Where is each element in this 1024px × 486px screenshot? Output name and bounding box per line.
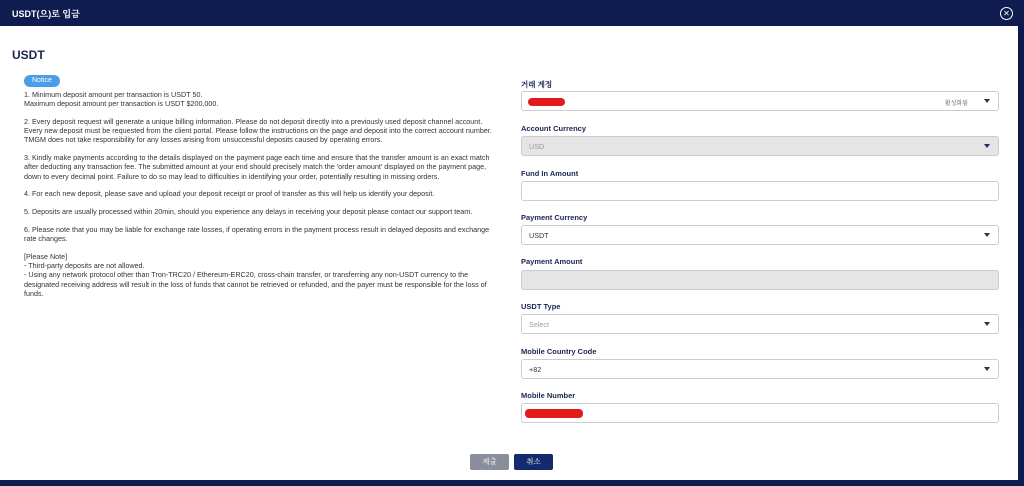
submit-button[interactable]: 제출	[470, 454, 509, 470]
mobile-number-label: Mobile Number	[521, 391, 576, 400]
trading-account-label: 거래 계정	[521, 80, 553, 89]
payment-amount-label: Payment Amount	[521, 257, 583, 266]
modal-titlebar	[0, 0, 1024, 26]
notice-paragraph-6: 6. Please note that you may be liable for exchange rate losses, if operating errors in the payment process result in delayed deposits and exchange rate changes.	[24, 225, 490, 244]
account-status-tag: 활성화됨	[944, 101, 968, 107]
mobile-country-code-select[interactable]	[521, 359, 999, 379]
redacted-mobile-number	[525, 409, 583, 418]
payment-currency-label: Payment Currency	[521, 213, 588, 222]
mobile-country-code-label: Mobile Country Code	[521, 347, 597, 356]
chevron-down-icon	[984, 322, 990, 326]
page-title: USDT	[12, 48, 45, 62]
cancel-button[interactable]: 취소	[514, 454, 553, 470]
chevron-down-icon	[984, 99, 990, 103]
mobile-country-code-value: +82	[529, 364, 542, 374]
fund-in-amount-input[interactable]	[521, 181, 999, 201]
usdt-type-select[interactable]	[521, 314, 999, 334]
usdt-type-placeholder: Select	[529, 319, 549, 329]
trading-account-select[interactable]	[521, 91, 999, 111]
usdt-type-label: USDT Type	[521, 302, 561, 311]
payment-amount-input	[521, 270, 999, 290]
notice-badge: Notice	[24, 75, 60, 87]
chevron-down-icon	[984, 144, 990, 148]
notice-paragraph-7: [Please Note] - Third-party deposits are not allowed. - Using any network protocol other than Tron-TRC20 / Ethereum-ERC20, cross-chain transfer, or transferring any non-USDT currency to the designated receiving address will result in the loss of funds that cannot be retrieved or refunded, and the payer must be responsible for the loss of funds.	[24, 252, 487, 298]
payment-currency-select[interactable]	[521, 225, 999, 245]
payment-currency-value: USDT	[529, 230, 549, 240]
notice-paragraph-5: 5. Deposits are usually processed within 20min, should you experience any delays in receiving your deposit please contact our support team.	[24, 207, 473, 217]
redacted-account	[528, 98, 565, 106]
notice-text	[24, 90, 496, 307]
deposit-modal	[0, 26, 1018, 480]
notice-paragraph-1: 1. Minimum deposit amount per transaction is USDT 50. Maximum deposit amount per transaction is USDT $200,000.	[24, 90, 219, 109]
close-icon[interactable]: ✕	[1000, 7, 1013, 20]
notice-paragraph-4: 4. For each new deposit, please save and upload your deposit receipt or proof of transfer as this will help us identify your deposit.	[24, 189, 435, 199]
chevron-down-icon	[984, 233, 990, 237]
notice-paragraph-3: 3. Kindly make payments according to the details displayed on the payment page each time and ensure that the transfer amount is an exact match after deducting any transaction fee. The submitted amount at your end should precisely match the 'order amount' displayed on the payment page, down to every decimal point. Failure to do so may lead to difficulties in identifying your order, potentially resulting in missing orders.	[24, 153, 490, 181]
notice-paragraph-2: 2. Every deposit request will generate a unique billing information. Please do not deposit directly into a previously used deposit channel account. Every new deposit must be requested from the client portal. Please follow the instructions on the page and deposit into the correct account number. TMGM does not take responsibility for any losses arising from unsuccessful deposits caused by operating errors.	[24, 117, 492, 145]
fund-in-amount-label: Fund In Amount	[521, 169, 579, 178]
account-currency-label: Account Currency	[521, 124, 587, 133]
account-currency-select[interactable]	[521, 136, 999, 156]
chevron-down-icon	[984, 367, 990, 371]
mobile-number-input[interactable]	[521, 403, 999, 423]
account-currency-value: USD	[529, 141, 545, 151]
modal-title: USDT(으)로 입금	[12, 8, 80, 19]
